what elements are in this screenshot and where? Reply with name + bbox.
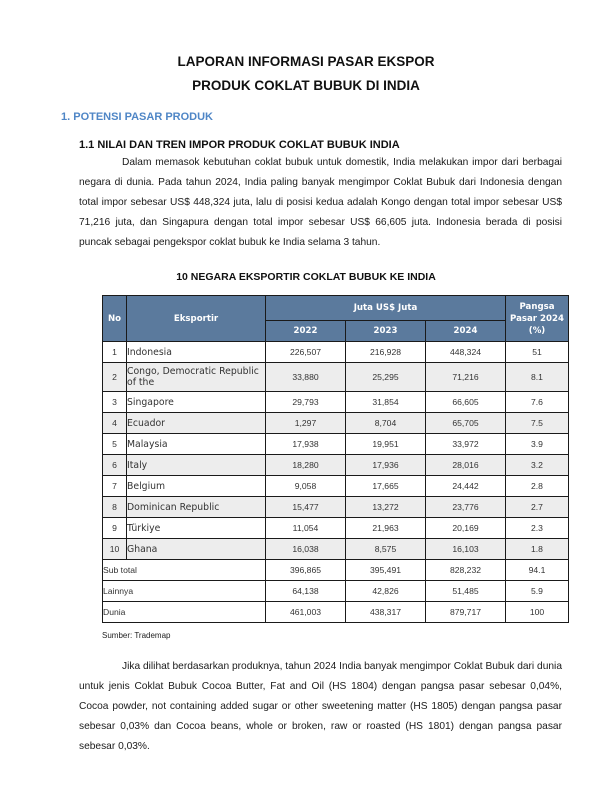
- row-number: 6: [103, 455, 127, 476]
- header-no: No: [103, 296, 127, 342]
- value-2023: 13,272: [346, 497, 426, 518]
- table-row: [103, 455, 569, 476]
- value-2023: 21,963: [346, 518, 426, 539]
- value-2024: 71,216: [426, 363, 506, 392]
- header-year-2022: 2022: [266, 321, 346, 342]
- table-summary-row: [103, 560, 569, 581]
- value-2022: 9,058: [266, 476, 346, 497]
- exporter-name: Dominican Republic: [127, 497, 266, 518]
- summary-label: Sub total: [103, 560, 266, 581]
- row-number: 8: [103, 497, 127, 518]
- value-2023: 25,295: [346, 363, 426, 392]
- header-year-2024: 2024: [426, 321, 506, 342]
- exporter-name: Ghana: [127, 539, 266, 560]
- value-2022: 33,880: [266, 363, 346, 392]
- row-number: 9: [103, 518, 127, 539]
- row-number: 2: [103, 363, 127, 392]
- market-share-2024: 7.5: [506, 413, 569, 434]
- header-share-line2: Pasar 2024: [510, 313, 564, 324]
- table-caption: 10 NEGARA EKSPORTIR COKLAT BUBUK KE INDIA: [176, 271, 436, 283]
- market-share-2024: 1.8: [506, 539, 569, 560]
- table-row: [103, 363, 569, 392]
- report-title-line1: LAPORAN INFORMASI PASAR EKSPOR: [177, 54, 435, 69]
- value-2024: 51,485: [426, 581, 506, 602]
- value-2022: 226,507: [266, 342, 346, 363]
- market-share-2024: 2.7: [506, 497, 569, 518]
- market-share-2024: 2.3: [506, 518, 569, 539]
- header-share-line3: (%): [528, 325, 546, 336]
- market-share-2024: 5.9: [506, 581, 569, 602]
- table-row: [103, 413, 569, 434]
- value-2022: 461,003: [266, 602, 346, 623]
- market-share-2024: 100: [506, 602, 569, 623]
- summary-label: Lainnya: [103, 581, 266, 602]
- exporter-name: Italy: [127, 455, 266, 476]
- header-year-2023: 2023: [346, 321, 426, 342]
- value-2022: 11,054: [266, 518, 346, 539]
- table-row: [103, 518, 569, 539]
- table-row: [103, 476, 569, 497]
- row-number: 4: [103, 413, 127, 434]
- product-paragraph: Jika dilihat berdasarkan produknya, tahun 2024 India banyak mengimpor Coklat Bubuk dari dunia untuk jenis Coklat Bubuk Cocoa Butter, Fat and Oil (HS 1804) dengan pangsa pasar sebesar 0,04%, Cocoa powder, not containing added sugar or other sweetening matter (HS 1805) dengan pangsa pasar sebesar 0,03% dan Cocoa beans, whole or broken, raw or roasted (HS 1801) dengan pangsa pasar sebesar 0,03%.: [79, 661, 562, 752]
- value-2023: 42,826: [346, 581, 426, 602]
- table-source: Sumber: Trademap: [102, 631, 171, 640]
- header-share-line1: Pangsa: [519, 301, 555, 312]
- value-2024: 28,016: [426, 455, 506, 476]
- row-number: 5: [103, 434, 127, 455]
- value-2024: 20,169: [426, 518, 506, 539]
- report-title-line2: PRODUK COKLAT BUBUK DI INDIA: [192, 78, 420, 93]
- exporter-name: Malaysia: [127, 434, 266, 455]
- table-row: [103, 497, 569, 518]
- value-2022: 64,138: [266, 581, 346, 602]
- market-share-2024: 94.1: [506, 560, 569, 581]
- table-summary-row: [103, 602, 569, 623]
- value-2022: 16,038: [266, 539, 346, 560]
- market-share-2024: 3.2: [506, 455, 569, 476]
- value-2024: 828,232: [426, 560, 506, 581]
- subsection-heading: 1.1 NILAI DAN TREN IMPOR PRODUK COKLAT BUBUK INDIA: [79, 139, 400, 151]
- value-2023: 438,317: [346, 602, 426, 623]
- row-number: 1: [103, 342, 127, 363]
- value-2024: 16,103: [426, 539, 506, 560]
- value-2023: 8,575: [346, 539, 426, 560]
- value-2024: 33,972: [426, 434, 506, 455]
- market-share-2024: 2.8: [506, 476, 569, 497]
- row-number: 3: [103, 392, 127, 413]
- table-row: [103, 539, 569, 560]
- exporter-name: Indonesia: [127, 342, 266, 363]
- value-2023: 17,936: [346, 455, 426, 476]
- market-share-2024: 51: [506, 342, 569, 363]
- value-2024: 65,705: [426, 413, 506, 434]
- value-2023: 17,665: [346, 476, 426, 497]
- market-share-2024: 3.9: [506, 434, 569, 455]
- value-2024: 23,776: [426, 497, 506, 518]
- exporters-table: [102, 295, 569, 623]
- row-number: 10: [103, 539, 127, 560]
- exporter-name: Türkiye: [127, 518, 266, 539]
- value-2024: 66,605: [426, 392, 506, 413]
- value-2024: 448,324: [426, 342, 506, 363]
- value-2023: 31,854: [346, 392, 426, 413]
- value-2022: 18,280: [266, 455, 346, 476]
- exporter-name: Singapore: [127, 392, 266, 413]
- market-share-2024: 7.6: [506, 392, 569, 413]
- value-2023: 19,951: [346, 434, 426, 455]
- table-summary-row: [103, 581, 569, 602]
- table-row: [103, 392, 569, 413]
- summary-label: Dunia: [103, 602, 266, 623]
- value-2022: 29,793: [266, 392, 346, 413]
- value-2022: 17,938: [266, 434, 346, 455]
- value-2022: 1,297: [266, 413, 346, 434]
- market-share-2024: 8.1: [506, 363, 569, 392]
- value-2023: 216,928: [346, 342, 426, 363]
- value-2023: 395,491: [346, 560, 426, 581]
- value-2022: 15,477: [266, 497, 346, 518]
- value-2023: 8,704: [346, 413, 426, 434]
- exporter-name: Ecuador: [127, 413, 266, 434]
- row-number: 7: [103, 476, 127, 497]
- value-2024: 24,442: [426, 476, 506, 497]
- table-row: [103, 434, 569, 455]
- intro-paragraph: Dalam memasok kebutuhan coklat bubuk untuk domestik, India melakukan impor dari berbagai negara di dunia. Pada tahun 2024, India paling banyak mengimpor Coklat Bubuk dari Indonesia dengan total impor sebesar US$ 448,324 juta, lalu di posisi kedua adalah Kongo dengan total impor sebesar US$ 71,216 juta, dan Singapura dengan total impor sebesar US$ 66,605 juta. Indonesia berada di posisi puncak sebagai pengekspor coklat bubuk ke India selama 3 tahun.: [79, 157, 562, 248]
- exporter-name: Belgium: [127, 476, 266, 497]
- header-value-group: Juta US$ Juta: [266, 296, 506, 321]
- exporter-name: Congo, Democratic Republic of the: [127, 363, 266, 392]
- value-2022: 396,865: [266, 560, 346, 581]
- value-2024: 879,717: [426, 602, 506, 623]
- header-share: [506, 296, 569, 342]
- table-row: [103, 342, 569, 363]
- header-exporter: Eksportir: [127, 296, 266, 342]
- section-heading: 1. POTENSI PASAR PRODUK: [61, 111, 213, 123]
